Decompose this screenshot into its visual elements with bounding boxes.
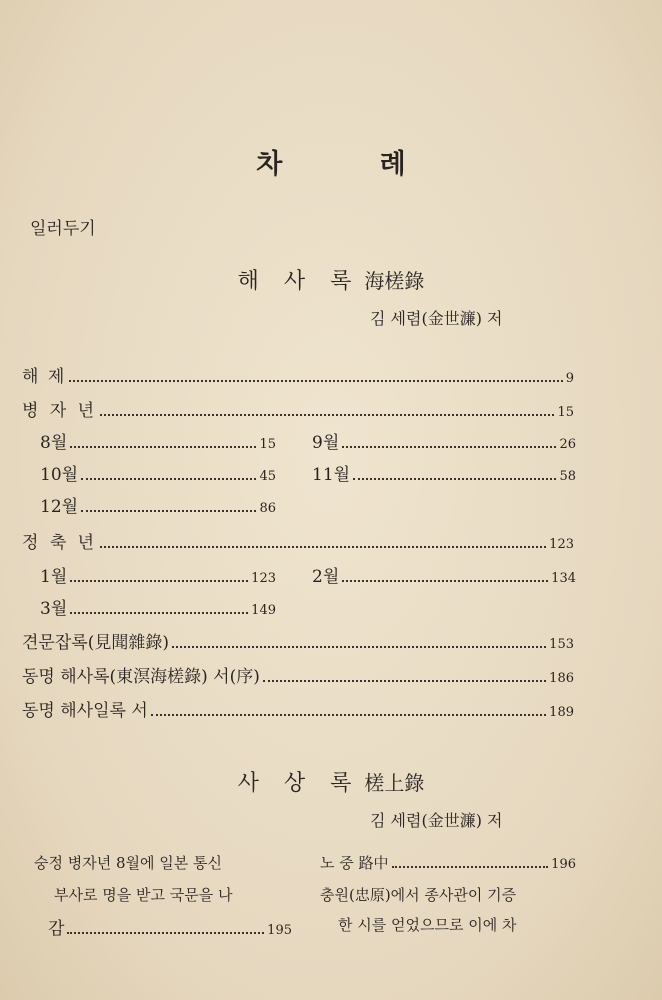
- notes-link[interactable]: 일러두기: [30, 219, 96, 239]
- toc-entry-byeongja[interactable]: [22, 396, 574, 421]
- entry-line: 숭정 병자년 8월에 일본 통신: [34, 854, 223, 872]
- toc-entry-page: 15: [259, 437, 276, 452]
- toc-leader: [70, 580, 248, 582]
- toc-leader: [67, 932, 264, 934]
- toc-leader: [342, 446, 556, 448]
- toc-entry-label: 노 중 路中: [320, 854, 389, 872]
- toc-entry-haeje[interactable]: [22, 362, 574, 387]
- toc-entry-page: 123: [251, 571, 276, 586]
- toc-entry-page: 15: [557, 405, 574, 420]
- toc-entry-page: 86: [259, 501, 276, 516]
- toc-entry-label: 12월: [40, 497, 79, 517]
- toc-entry-page: 149: [251, 603, 276, 618]
- entry-line: 부사로 명을 받고 국문을 나: [54, 886, 233, 904]
- toc-leader: [151, 714, 546, 716]
- toc-leader: [69, 380, 562, 382]
- toc-entry-dongmyeong-diary[interactable]: [22, 696, 574, 721]
- section2-title: [0, 766, 662, 797]
- toc-leader: [81, 510, 256, 512]
- toc-leader: [70, 612, 248, 614]
- toc-entry-label: 정 축 년: [22, 533, 98, 553]
- toc-sub-nov[interactable]: [312, 460, 576, 485]
- toc-sub-oct[interactable]: [40, 460, 276, 485]
- page-title: 차 례: [256, 149, 450, 180]
- toc-leader: [392, 866, 549, 868]
- entry-line: 한 시를 얻었으므로 이에 차: [338, 916, 517, 934]
- toc-entry-page: 58: [559, 469, 576, 484]
- toc-entry-page: 186: [549, 671, 574, 686]
- toc-leader: [353, 478, 556, 480]
- toc-entry-page: 196: [551, 857, 576, 872]
- toc-entry-page: 195: [267, 923, 292, 938]
- toc-entry-gyeonmun[interactable]: [22, 628, 574, 653]
- toc-entry-page: 9: [565, 371, 574, 386]
- section2-title-hanja: 槎上錄: [364, 771, 425, 795]
- toc-sub-aug[interactable]: [40, 428, 276, 453]
- entry-line: 충원(忠原)에서 종사관이 기증: [320, 886, 517, 904]
- toc-entry-page: 45: [259, 469, 276, 484]
- toc-leader: [172, 646, 546, 648]
- toc-sub-feb[interactable]: [312, 562, 576, 587]
- toc-sub-sep[interactable]: [312, 428, 576, 453]
- toc-sub-dec[interactable]: [40, 492, 276, 517]
- toc-entry-label: 견문잡록(見聞雜錄): [22, 633, 169, 653]
- toc-leader: [70, 446, 256, 448]
- toc-entry-label: 9월: [312, 433, 340, 453]
- toc-entry-label: 동명 해사일록 서: [22, 701, 148, 721]
- section2-title-korean: 사 상 록: [237, 771, 361, 796]
- section1-title-korean: 해 사 록: [237, 269, 361, 294]
- toc-leader: [342, 580, 548, 582]
- toc-entry-page: 189: [549, 705, 574, 720]
- entry-last-line: [48, 914, 292, 939]
- toc-entry-label: 8월: [40, 433, 68, 453]
- entry-line: 감: [48, 919, 65, 939]
- toc-entry-page: 123: [549, 537, 574, 552]
- toc-leader: [263, 680, 546, 682]
- toc-entry-page: 153: [549, 637, 574, 652]
- section1-title: [0, 264, 662, 295]
- toc-entry-label: 해 제: [22, 367, 67, 387]
- toc-entry-dongmyeong-preface[interactable]: [22, 662, 574, 687]
- section1-author: 김 세렴(金世濂) 저: [370, 309, 503, 328]
- toc-entry-label: 3월: [40, 599, 68, 619]
- toc-leader: [81, 478, 256, 480]
- toc-entry-label: 1월: [40, 567, 68, 587]
- section1-title-hanja: 海槎錄: [364, 269, 425, 293]
- toc-entry-label: 11월: [312, 465, 351, 485]
- toc-entry-label: 10월: [40, 465, 79, 485]
- toc-entry-page: 26: [559, 437, 576, 452]
- toc-sub-jan[interactable]: [40, 562, 276, 587]
- toc-leader: [100, 414, 554, 416]
- toc-entry-nojung[interactable]: [320, 852, 576, 873]
- toc-entry-jeongchuk[interactable]: [22, 528, 574, 553]
- toc-sub-mar[interactable]: [40, 594, 276, 619]
- toc-entry-label: 동명 해사록(東溟海槎錄) 서(序): [22, 667, 260, 687]
- toc-entry-label: 2월: [312, 567, 340, 587]
- toc-entry-page: 134: [551, 571, 576, 586]
- section2-author: 김 세렴(金世濂) 저: [370, 811, 503, 830]
- toc-leader: [100, 546, 546, 548]
- toc-entry-label: 병 자 년: [22, 401, 98, 421]
